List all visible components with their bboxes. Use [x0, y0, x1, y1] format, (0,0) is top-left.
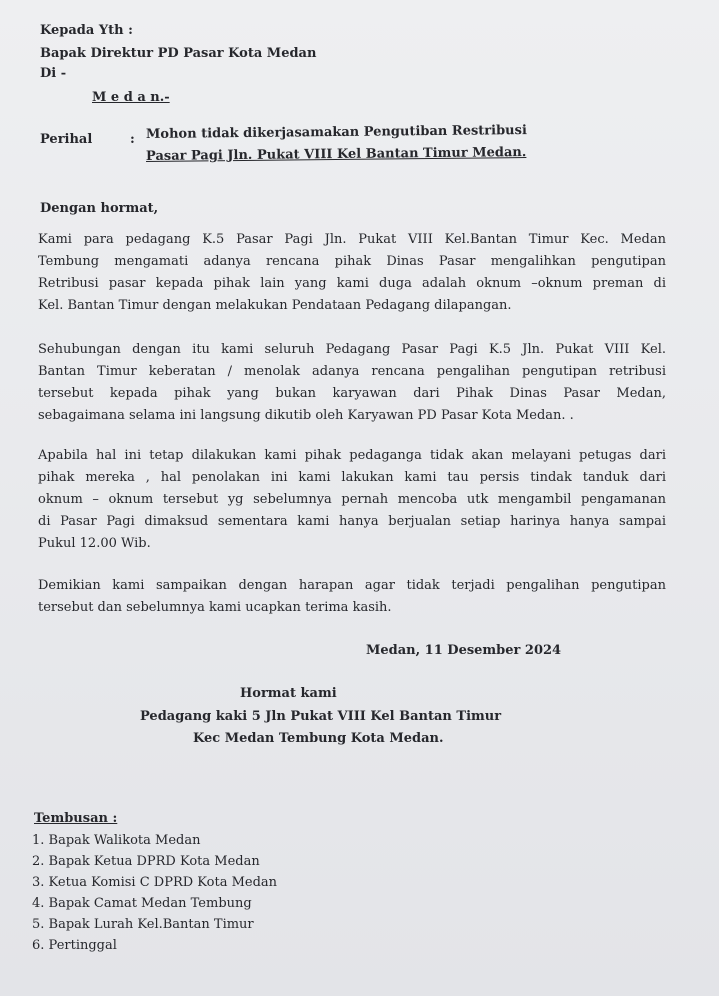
paragraph-line: Kami para pedagang K.5 Pasar Pagi Jln. Pukat VIII Kel.Bantan Timur Kec. Medan — [38, 232, 666, 247]
cc-item: 3. Ketua Komisi C DPRD Kota Medan — [32, 875, 278, 890]
paragraph-line: Demikian kami sampaikan dengan harapan agar tidak terjadi pengalihan pengutipan — [38, 578, 666, 593]
paragraph-1 — [38, 229, 666, 317]
paragraph-line: tersebut dan sebelumnya kami ucapkan terima kasih. — [38, 600, 392, 615]
addressee-kepada: Kepada Yth : — [40, 23, 133, 38]
paragraph-3 — [38, 445, 666, 555]
closing-sender-line-1: Pedagang kaki 5 Jln Pukat VIII Kel Bantan Timur — [140, 709, 502, 724]
cc-item: 6. Pertinggal — [32, 938, 117, 953]
cc-item: 1. Bapak Walikota Medan — [32, 833, 201, 848]
cc-item: 2. Bapak Ketua DPRD Kota Medan — [32, 854, 260, 869]
cc-item: 5. Bapak Lurah Kel.Bantan Timur — [32, 917, 254, 932]
salutation: Dengan hormat, — [40, 201, 159, 216]
paragraph-line: pihak mereka , hal penolakan ini kami lakukan kami tau persis tindak tanduk dari — [38, 470, 666, 485]
subject-line-1: Mohon tidak dikerjasamakan Pengutiban Restribusi — [145, 123, 527, 142]
paragraph-line: Tembung mengamati adanya rencana pihak Dinas Pasar mengalihkan pengutipan — [38, 254, 666, 269]
cc-item: 4. Bapak Camat Medan Tembung — [32, 896, 252, 911]
paragraph-line: tersebut kepada pihak yang bukan karyawan dari Pihak Dinas Pasar Medan, — [38, 386, 666, 401]
paragraph-line: di Pasar Pagi dimaksud sementara kami hanya berjualan setiap harinya hanya sampai — [38, 514, 666, 529]
addressee-city: M e d a n.- — [92, 90, 170, 105]
paragraph-line: oknum – oknum tersebut yg sebelumnya pernah mencoba utk mengambil pengamanan — [38, 492, 666, 507]
paragraph-line: Sehubungan dengan itu kami seluruh Pedagang Pasar Pagi K.5 Jln. Pukat VIII Kel. — [38, 342, 666, 357]
closing-sender-line-2: Kec Medan Tembung Kota Medan. — [193, 731, 444, 746]
cc-title: Tembusan : — [34, 811, 118, 826]
paragraph-line: sebagaimana selama ini langsung dikutib oleh Karyawan PD Pasar Kota Medan. . — [38, 408, 574, 423]
addressee-di: Di - — [40, 66, 67, 81]
paragraph-line: Pukul 12.00 Wib. — [38, 536, 151, 551]
subject-line-2: Pasar Pagi Jln. Pukat VIII Kel Bantan Timur Medan. — [145, 145, 527, 164]
place-date: Medan, 11 Desember 2024 — [366, 643, 562, 658]
subject-colon: : — [130, 132, 135, 147]
closing-greeting: Hormat kami — [240, 686, 337, 701]
paragraph-line: Bantan Timur keberatan / menolak adanya rencana pengalihan pengutipan retribusi — [38, 364, 666, 379]
paragraph-2 — [38, 339, 666, 427]
paragraph-line: Retribusi pasar kepada pihak lain yang kami duga adalah oknum –oknum preman di — [38, 276, 666, 291]
paragraph-line: Kel. Bantan Timur dengan melakukan Pendataan Pedagang dilapangan. — [38, 298, 512, 313]
paragraph-line: Apabila hal ini tetap dilakukan kami pihak pedaganga tidak akan melayani petugas dari — [38, 448, 666, 463]
paragraph-4 — [38, 575, 666, 619]
cc-list — [32, 830, 277, 956]
subject-label: Perihal — [40, 132, 93, 147]
addressee-name: Bapak Direktur PD Pasar Kota Medan — [40, 46, 317, 61]
